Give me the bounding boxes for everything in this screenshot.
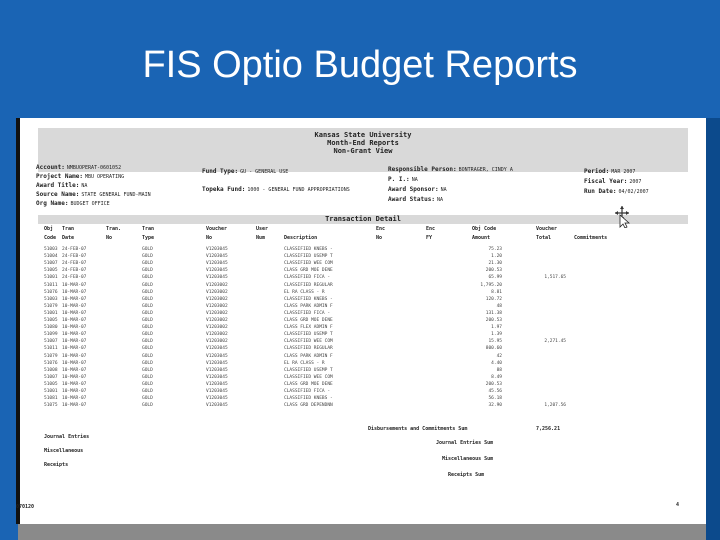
table-cell: EL RA CLASS - R xyxy=(284,360,325,366)
report-page xyxy=(16,118,706,524)
table-cell: 51005 xyxy=(44,381,58,387)
far_fields-field xyxy=(584,168,635,175)
table-cell: 200.53 xyxy=(485,268,502,274)
mid_fields-field-label: Topeka Fund: xyxy=(202,186,246,193)
column-header: Description xyxy=(284,235,318,241)
column-header: Obj xyxy=(44,226,54,232)
right_fields-field xyxy=(388,166,513,173)
mid_fields-field xyxy=(202,186,350,193)
table-cell: 1.20 xyxy=(491,254,502,260)
left_fields-field-label: Source Name: xyxy=(36,191,80,198)
table-cell: 65.99 xyxy=(488,275,502,281)
right_fields-field-value: NA xyxy=(436,197,443,203)
table-cell: 51001 xyxy=(44,389,58,394)
table-cell: V1203045 xyxy=(206,403,228,409)
table-cell: V1203002 xyxy=(206,325,228,331)
right_fields-field-label: Responsible Person: xyxy=(388,166,457,173)
table-cell: V1203045 xyxy=(206,254,228,260)
table-cell: 10-MAR-07 xyxy=(62,325,87,331)
table-cell: 88 xyxy=(496,367,502,373)
table-cell: 51003 xyxy=(44,247,58,252)
column-header: FY xyxy=(426,235,433,241)
table-cell: GOLD xyxy=(142,275,153,281)
table-cell: 51004 xyxy=(44,254,58,260)
right_fields-field-label: P. I.: xyxy=(388,176,410,183)
table-cell: CLASSIFIED FICA - xyxy=(284,275,331,281)
far_fields-field xyxy=(584,178,641,185)
table-cell: 10-MAR-07 xyxy=(62,353,87,359)
column-header: Tran. xyxy=(106,226,122,232)
table-cell: 2,271.45 xyxy=(544,339,566,345)
table-cell: V1203045 xyxy=(206,353,228,359)
table-cell: 24-FEB-07 xyxy=(62,254,87,260)
mid_fields-field-label: Fund Type: xyxy=(202,168,239,175)
table-cell: 51076 xyxy=(44,360,58,366)
right_fields-field-label: Award Status: xyxy=(388,196,435,203)
table-cell: 48 xyxy=(496,303,502,309)
table-cell: 42 xyxy=(496,353,502,359)
table-cell: CLASSIFIED USEMP T xyxy=(284,367,333,373)
table-cell: GOLD xyxy=(142,325,153,331)
table-cell: 1,207.56 xyxy=(544,403,566,409)
table-cell: GOLD xyxy=(142,360,153,366)
left_fields-field-value: MBU OPERATING xyxy=(84,174,125,180)
right_fields-field xyxy=(388,186,447,193)
table-cell: CLASS PARK ADMIN F xyxy=(284,353,333,359)
left_fields-field xyxy=(36,200,110,207)
table-cell: V1203045 xyxy=(206,374,228,380)
table-cell: V1203002 xyxy=(206,296,228,302)
table-cell: GOLD xyxy=(142,389,153,394)
table-cell: GOLD xyxy=(142,346,153,352)
table-cell: 51081 xyxy=(44,396,58,402)
table-cell: GOLD xyxy=(142,403,153,409)
table-cell: 10-MAR-07 xyxy=(62,332,87,338)
column-header: No xyxy=(106,235,113,241)
table-cell: V1203002 xyxy=(206,282,228,288)
table-cell: 51011 xyxy=(44,282,58,288)
table-cell: 10-MAR-07 xyxy=(62,339,87,345)
table-cell: 200.53 xyxy=(485,318,502,323)
column-header: Num xyxy=(256,235,266,241)
table-cell: 51079 xyxy=(44,303,58,309)
column-header: Type xyxy=(142,235,155,241)
mid_fields-field-value: GU - GENERAL USE xyxy=(240,169,289,175)
table-cell: 8.49 xyxy=(491,374,502,380)
table-cell: CLASS FLEX ADMIN F xyxy=(284,325,333,331)
table-cell: V1203045 xyxy=(206,275,228,281)
table-cell: V1203002 xyxy=(206,310,228,316)
right_fields-field-value: BONTRAGER, CINDY A xyxy=(458,167,513,173)
table-cell: 200.53 xyxy=(485,381,502,387)
right_fields-field-label: Award Sponsor: xyxy=(388,186,439,193)
table-cell: GOLD xyxy=(142,318,153,323)
left_fields-field-label: Org Name: xyxy=(36,200,69,207)
column-header: Enc xyxy=(426,226,436,232)
table-cell: 120.72 xyxy=(485,296,502,302)
totals-value: 7,256.21 xyxy=(536,426,561,432)
table-cell: GOLD xyxy=(142,381,153,387)
slide-title: FIS Optio Budget Reports xyxy=(142,44,578,86)
table-cell: 10-MAR-07 xyxy=(62,374,87,380)
table-cell: EL RA CLASS - R xyxy=(284,289,325,295)
table-cell: V1203045 xyxy=(206,389,228,394)
table-cell: 51011 xyxy=(44,346,58,352)
far_fields-field xyxy=(584,188,649,195)
table-cell: 51005 xyxy=(44,318,58,323)
table-cell: V1203045 xyxy=(206,247,228,252)
table-cell: 800.60 xyxy=(485,346,502,352)
table-cell: 32.90 xyxy=(488,403,502,409)
far_fields-field-value: 2007 xyxy=(629,179,642,185)
table-cell: CLASSIFIED USEMP T xyxy=(284,332,333,338)
table-cell: 10-MAR-07 xyxy=(62,310,87,316)
mid_fields-field xyxy=(202,168,288,175)
table-cell: 51001 xyxy=(44,275,58,281)
table-cell: GOLD xyxy=(142,396,153,402)
table-cell: V1203045 xyxy=(206,261,228,267)
table-cell: 10-MAR-07 xyxy=(62,389,87,394)
table-cell: GOLD xyxy=(142,268,153,274)
table-cell: 10-MAR-07 xyxy=(62,303,87,309)
column-header: Amount xyxy=(472,235,491,241)
column-header: Commitments xyxy=(574,235,608,241)
table-cell: CLASSIFIED FICA - xyxy=(284,389,331,394)
table-cell: CLASSIFIED WEE COM xyxy=(284,261,333,267)
table-cell: CLASS GRD MOE DENE xyxy=(284,268,333,274)
table-cell: GOLD xyxy=(142,332,153,338)
page-left-border xyxy=(16,118,20,524)
column-header: Obj Code xyxy=(472,226,497,232)
left_fields-field xyxy=(36,164,121,171)
footer-left-label: Miscellaneous xyxy=(44,448,84,454)
table-cell: 51007 xyxy=(44,261,58,267)
table-cell: GOLD xyxy=(142,282,153,288)
table-cell: 10-MAR-07 xyxy=(62,318,87,323)
left_fields-field-value: NA xyxy=(81,183,88,189)
header-line-3: Non-Grant View xyxy=(333,147,393,155)
table-cell: 75.23 xyxy=(488,247,502,252)
table-cell: 10-MAR-07 xyxy=(62,360,87,366)
left_fields-field-value: STATE GENERAL FUND-MAIN xyxy=(81,192,151,198)
right_fields-field xyxy=(388,196,443,203)
table-cell: 1,517.65 xyxy=(544,275,566,281)
table-cell: CLASSIFIED KNEBS - xyxy=(284,296,333,302)
table-cell: 15.95 xyxy=(488,339,502,345)
table-cell: CLASSIFIED KNEBS - xyxy=(284,396,333,402)
header-line-2: Month-End Reports xyxy=(327,139,399,147)
column-header: Code xyxy=(44,235,57,241)
table-cell: GOLD xyxy=(142,367,153,373)
table-cell: 1.97 xyxy=(491,325,502,331)
table-cell: 131.38 xyxy=(485,310,502,316)
table-cell: 51007 xyxy=(44,339,58,345)
footer-right-label: Miscellaneous Sum xyxy=(442,456,494,462)
footer-right-label: Journal Entries Sum xyxy=(436,440,494,446)
table-cell: GOLD xyxy=(142,374,153,380)
table-cell: 51076 xyxy=(44,289,58,295)
table-cell: V1203002 xyxy=(206,318,228,323)
table-cell: 1,795.20 xyxy=(480,282,502,288)
table-cell: 8.81 xyxy=(491,289,502,295)
column-header: No xyxy=(206,235,213,241)
far_fields-field-value: 04/02/2007 xyxy=(618,189,649,195)
table-cell: 4.40 xyxy=(491,360,502,366)
table-cell: 51079 xyxy=(44,353,58,359)
table-cell: CLASSIFIED REGULAR xyxy=(284,346,333,352)
table-cell: 10-MAR-07 xyxy=(62,367,87,373)
table-cell: 10-MAR-07 xyxy=(62,403,87,409)
table-cell: 1.39 xyxy=(491,332,502,338)
table-cell: CLASS PARK ADMIN F xyxy=(284,303,333,309)
table-cell: CLASSIFIED WEE COM xyxy=(284,374,333,380)
column-header: Date xyxy=(62,235,75,241)
footer-left-label: Receipts xyxy=(44,462,69,468)
table-cell: V1203002 xyxy=(206,339,228,345)
table-cell: GOLD xyxy=(142,261,153,267)
footer-left-label: Journal Entries xyxy=(44,434,90,440)
right_fields-field xyxy=(388,176,418,183)
right_fields-field-value: NA xyxy=(411,177,418,183)
report-header xyxy=(38,128,688,172)
table-cell: CLASSIFIED REGULAR xyxy=(284,282,333,288)
far_fields-field-label: Period: xyxy=(584,168,610,175)
page-left-note: 070120 xyxy=(16,504,35,510)
table-cell: V1203002 xyxy=(206,332,228,338)
table-cell: GOLD xyxy=(142,296,153,302)
table-cell: CLASS GRD MOE DENE xyxy=(284,381,333,387)
table-cell: GOLD xyxy=(142,339,153,345)
table-cell: 51008 xyxy=(44,367,58,373)
table-cell: V1203045 xyxy=(206,346,228,352)
table-cell: 10-MAR-07 xyxy=(62,282,87,288)
column-header: User xyxy=(256,226,269,232)
left_fields-field-label: Project Name: xyxy=(36,173,83,180)
left_fields-field-value: BUDGET OFFICE xyxy=(70,201,110,207)
table-cell: 21.30 xyxy=(488,261,502,267)
table-cell: V1203045 xyxy=(206,268,228,274)
table-cell: CLASSIFIED KNEBS - xyxy=(284,247,333,252)
left_fields-field-label: Account: xyxy=(36,164,65,171)
table-cell: 51075 xyxy=(44,403,58,409)
table-cell: 45.56 xyxy=(488,389,502,394)
table-cell: 51007 xyxy=(44,374,58,380)
page-shadow xyxy=(18,522,706,540)
table-cell: 10-MAR-07 xyxy=(62,346,87,352)
table-cell: 10-MAR-07 xyxy=(62,381,87,387)
table-cell: 51003 xyxy=(44,296,58,302)
left_fields-field xyxy=(36,191,151,198)
table-cell: V1203045 xyxy=(206,381,228,387)
far_fields-field-label: Fiscal Year: xyxy=(584,178,628,185)
table-cell: V1203045 xyxy=(206,360,228,366)
column-header: No xyxy=(376,235,383,241)
slide-edge xyxy=(706,118,720,540)
column-header: Enc xyxy=(376,226,386,232)
right_fields-field-value: NA xyxy=(440,187,447,193)
column-header: Tran xyxy=(142,226,155,232)
table-cell: V1203002 xyxy=(206,289,228,295)
page-number: 4 xyxy=(676,502,680,508)
table-cell: 10-MAR-07 xyxy=(62,289,87,295)
table-cell: CLASSIFIED WEE COM xyxy=(284,339,333,345)
table-cell: 51099 xyxy=(44,332,58,338)
far_fields-field-value: MAR 2007 xyxy=(611,169,636,175)
table-cell: CLASS GRD MOE DENE xyxy=(284,318,333,323)
table-cell: 24-FEB-07 xyxy=(62,261,87,267)
table-cell: GOLD xyxy=(142,303,153,309)
table-cell: CLASSIFIED USEMP T xyxy=(284,254,333,260)
mid_fields-field-value: 1000 - GENERAL FUND APPROPRIATIONS xyxy=(247,187,350,193)
table-cell: GOLD xyxy=(142,353,153,359)
table-cell: 56.18 xyxy=(488,396,502,402)
table-cell: V1203002 xyxy=(206,303,228,309)
left_fields-field-value: NMBUOPERAT-0601052 xyxy=(66,165,122,171)
table-cell: V1203045 xyxy=(206,367,228,373)
column-header: Tran xyxy=(62,226,75,232)
table-cell: 51005 xyxy=(44,268,58,274)
header-line-1: Kansas State University xyxy=(314,131,412,139)
table-cell: CLASS GRD DEPENDNN xyxy=(284,403,333,409)
table-cell: GOLD xyxy=(142,247,153,252)
table-cell: GOLD xyxy=(142,310,153,316)
table-cell: 24-FEB-07 xyxy=(62,275,87,281)
left_fields-field-label: Award Title: xyxy=(36,182,80,189)
column-header: Voucher xyxy=(206,226,228,232)
column-header: Voucher xyxy=(536,226,558,232)
table-cell: 24-FEB-07 xyxy=(62,268,87,274)
far_fields-field-label: Run Date: xyxy=(584,188,617,195)
table-cell: 24-FEB-07 xyxy=(62,247,87,252)
totals-label: Disbursements and Commitments Sum xyxy=(368,426,468,432)
left_fields-field xyxy=(36,173,124,180)
table-cell: GOLD xyxy=(142,254,153,260)
table-cell: V1203045 xyxy=(206,396,228,402)
section-title: Transaction Detail xyxy=(38,215,688,224)
table-cell: 51001 xyxy=(44,310,58,316)
column-header: Total xyxy=(536,235,552,241)
mouse-cursor-icon xyxy=(614,206,630,228)
table-cell: GOLD xyxy=(142,289,153,295)
table-cell: 10-MAR-07 xyxy=(62,396,87,402)
left_fields-field xyxy=(36,182,87,189)
footer-right-label: Receipts Sum xyxy=(448,472,485,478)
table-cell: 51080 xyxy=(44,325,58,331)
table-cell: CLASSIFIED FICA - xyxy=(284,310,331,316)
table-cell: 10-MAR-07 xyxy=(62,296,87,302)
